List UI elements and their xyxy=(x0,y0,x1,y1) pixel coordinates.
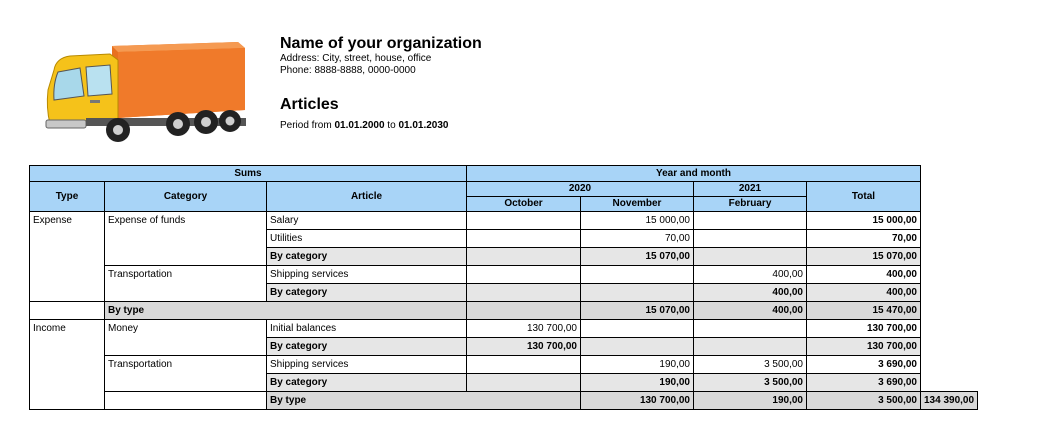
article-cell: Shipping services xyxy=(267,356,467,374)
value-cell: 190,00 xyxy=(581,374,694,392)
col-year-2021: 2021 xyxy=(694,182,807,197)
table-row xyxy=(30,266,978,284)
value-cell: 130 700,00 xyxy=(467,320,581,338)
org-name: Name of your organization xyxy=(280,35,482,52)
total-cell: 130 700,00 xyxy=(807,320,921,338)
category-cell: Expense of funds xyxy=(105,212,267,266)
truck-icon xyxy=(40,38,250,146)
col-type: Type xyxy=(30,182,105,212)
subtotal-label: By category xyxy=(267,248,467,266)
table-row xyxy=(30,212,978,230)
subtotal-label: By category xyxy=(267,338,467,356)
value-cell: 130 700,00 xyxy=(467,338,581,356)
table-row xyxy=(30,356,978,374)
value-cell: 400,00 xyxy=(694,284,807,302)
total-cell: 15 470,00 xyxy=(807,302,921,320)
subtotal-label: By type xyxy=(105,302,467,320)
category-cell: Transportation xyxy=(105,266,267,302)
total-cell: 400,00 xyxy=(807,266,921,284)
col-year-2020: 2020 xyxy=(467,182,694,197)
col-november: November xyxy=(581,197,694,212)
value-cell: 190,00 xyxy=(694,392,807,410)
report-period: Period from 01.01.2000 to 01.01.2030 xyxy=(280,120,449,131)
type-cell: Income xyxy=(30,320,105,410)
category-cell: Money xyxy=(105,320,267,356)
article-cell: Utilities xyxy=(267,230,467,248)
col-year-month: Year and month xyxy=(467,166,921,182)
subtotal-label: By category xyxy=(267,284,467,302)
total-cell: 400,00 xyxy=(807,284,921,302)
col-sums: Sums xyxy=(30,166,467,182)
org-address: Address: City, street, house, office xyxy=(280,53,432,64)
value-cell: 130 700,00 xyxy=(581,392,694,410)
type-subtotal-row xyxy=(30,392,978,410)
col-total: Total xyxy=(807,182,921,212)
total-cell: 15 070,00 xyxy=(807,248,921,266)
col-october: October xyxy=(467,197,581,212)
org-phone: Phone: 8888-8888, 0000-0000 xyxy=(280,65,416,76)
col-february: February xyxy=(694,197,807,212)
article-cell: Shipping services xyxy=(267,266,467,284)
total-cell: 134 390,00 xyxy=(921,392,978,410)
value-cell: 400,00 xyxy=(694,302,807,320)
total-cell: 15 000,00 xyxy=(807,212,921,230)
total-cell: 70,00 xyxy=(807,230,921,248)
total-cell: 3 690,00 xyxy=(807,356,921,374)
value-cell: 15 000,00 xyxy=(581,212,694,230)
category-cell: Transportation xyxy=(105,356,267,392)
col-category: Category xyxy=(105,182,267,212)
value-cell: 190,00 xyxy=(581,356,694,374)
report-header xyxy=(280,34,482,132)
value-cell: 15 070,00 xyxy=(581,302,694,320)
subtotal-label: By type xyxy=(267,392,581,410)
value-cell: 3 500,00 xyxy=(807,392,921,410)
col-article: Article xyxy=(267,182,467,212)
table-row xyxy=(30,320,978,338)
value-cell: 15 070,00 xyxy=(581,248,694,266)
value-cell: 400,00 xyxy=(694,266,807,284)
value-cell: 3 500,00 xyxy=(694,356,807,374)
report-table xyxy=(29,165,978,410)
total-cell: 130 700,00 xyxy=(807,338,921,356)
type-cell: Expense xyxy=(30,212,105,302)
subtotal-label: By category xyxy=(267,374,467,392)
total-cell: 3 690,00 xyxy=(807,374,921,392)
type-subtotal-row xyxy=(30,302,978,320)
report-title: Articles xyxy=(280,96,339,113)
value-cell: 3 500,00 xyxy=(694,374,807,392)
article-cell: Salary xyxy=(267,212,467,230)
value-cell: 70,00 xyxy=(581,230,694,248)
article-cell: Initial balances xyxy=(267,320,467,338)
